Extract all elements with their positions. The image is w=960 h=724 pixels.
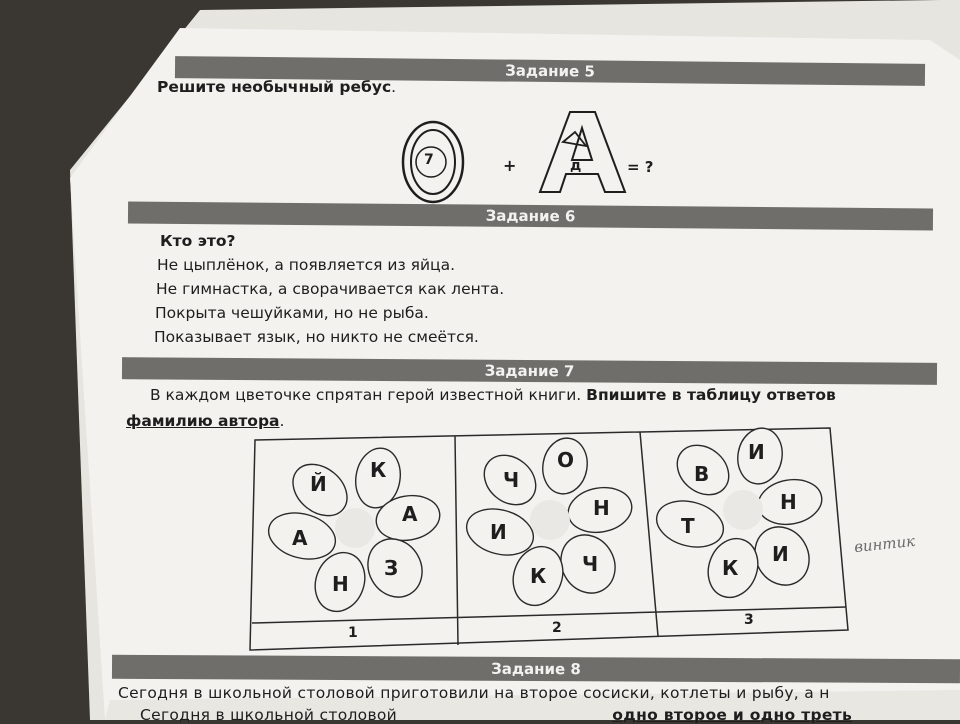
flower-2-letter-2: О xyxy=(557,448,575,472)
task7-author-surname: фамилию автора xyxy=(126,412,280,430)
task7-instruction-line1 xyxy=(150,386,836,404)
task5-instruction xyxy=(157,78,396,96)
task6-line-3: Покрыта чешуйками, но не рыба. xyxy=(155,304,429,322)
handwritten-answer-note: винтик xyxy=(853,531,916,557)
task8-line2-bold: одно второе и одно треть xyxy=(612,706,853,724)
task8-header: Задание 8 xyxy=(112,655,960,683)
flower-2-letter-1: Ч xyxy=(503,468,520,492)
flower-3-letter-1: В xyxy=(694,462,710,486)
flower-3-letter-4: И xyxy=(772,542,789,566)
flower-3-letter-5: К xyxy=(722,556,739,580)
rebus-equals: = ? xyxy=(627,158,654,176)
flower-1-letter-3: А xyxy=(402,502,418,526)
task7-header: Задание 7 xyxy=(122,357,937,385)
task8-line-1: Сегодня в школьной столовой приготовили на второе сосиски, котлеты и рыбу, а н xyxy=(118,684,830,702)
flower-3-letter-3: Н xyxy=(780,490,797,514)
task6-line-4: Показывает язык, но никто не смеётся. xyxy=(154,328,479,346)
answer-cell-number-2: 2 xyxy=(552,620,562,636)
rebus-plus: + xyxy=(503,156,517,175)
task7-text-normal: В каждом цветочке спрятан герой известной книги. xyxy=(150,386,587,404)
flower-1-letter-1: Й xyxy=(310,472,327,496)
flower-2-letter-3: Н xyxy=(593,496,610,520)
task6-line-2: Не гимнастка, а сворачивается как лента. xyxy=(156,280,505,298)
task6-header: Задание 6 xyxy=(128,201,933,230)
task7-instruction-line2 xyxy=(126,412,284,430)
task7-text-bold: Впишите в таблицу ответов xyxy=(586,386,836,404)
flower-3-letter-6: Т xyxy=(681,514,695,538)
answer-cell-number-1: 1 xyxy=(348,625,358,641)
task7-line2-end: . xyxy=(279,412,285,430)
flower-2-letter-4: Ч xyxy=(582,552,599,576)
answer-cell-number-3: 3 xyxy=(744,612,754,628)
task8-line-2 xyxy=(140,706,852,724)
flower-2-letter-6: И xyxy=(490,520,507,544)
task6-line-1: Не цыплёнок, а появляется из яйца. xyxy=(157,256,456,274)
task5-instruction-bold: Решите необычный ребус xyxy=(157,78,392,96)
task8-line2-normal: Сегодня в школьной столовой xyxy=(140,706,398,724)
task6-question: Кто это? xyxy=(160,232,236,250)
flower-1-letter-2: К xyxy=(370,458,387,482)
flower-1-letter-6: А xyxy=(292,526,308,550)
rebus-inner-letter: д xyxy=(570,158,582,174)
rebus-digit: 7 xyxy=(424,152,434,168)
flower-1-letter-5: Н xyxy=(332,572,349,596)
flower-3-letter-2: И xyxy=(748,440,765,464)
task5-instruction-end: . xyxy=(391,78,397,96)
task5-header: Задание 5 xyxy=(175,56,925,86)
flower-2-letter-5: К xyxy=(530,564,547,588)
flower-1-letter-4: З xyxy=(384,556,399,580)
